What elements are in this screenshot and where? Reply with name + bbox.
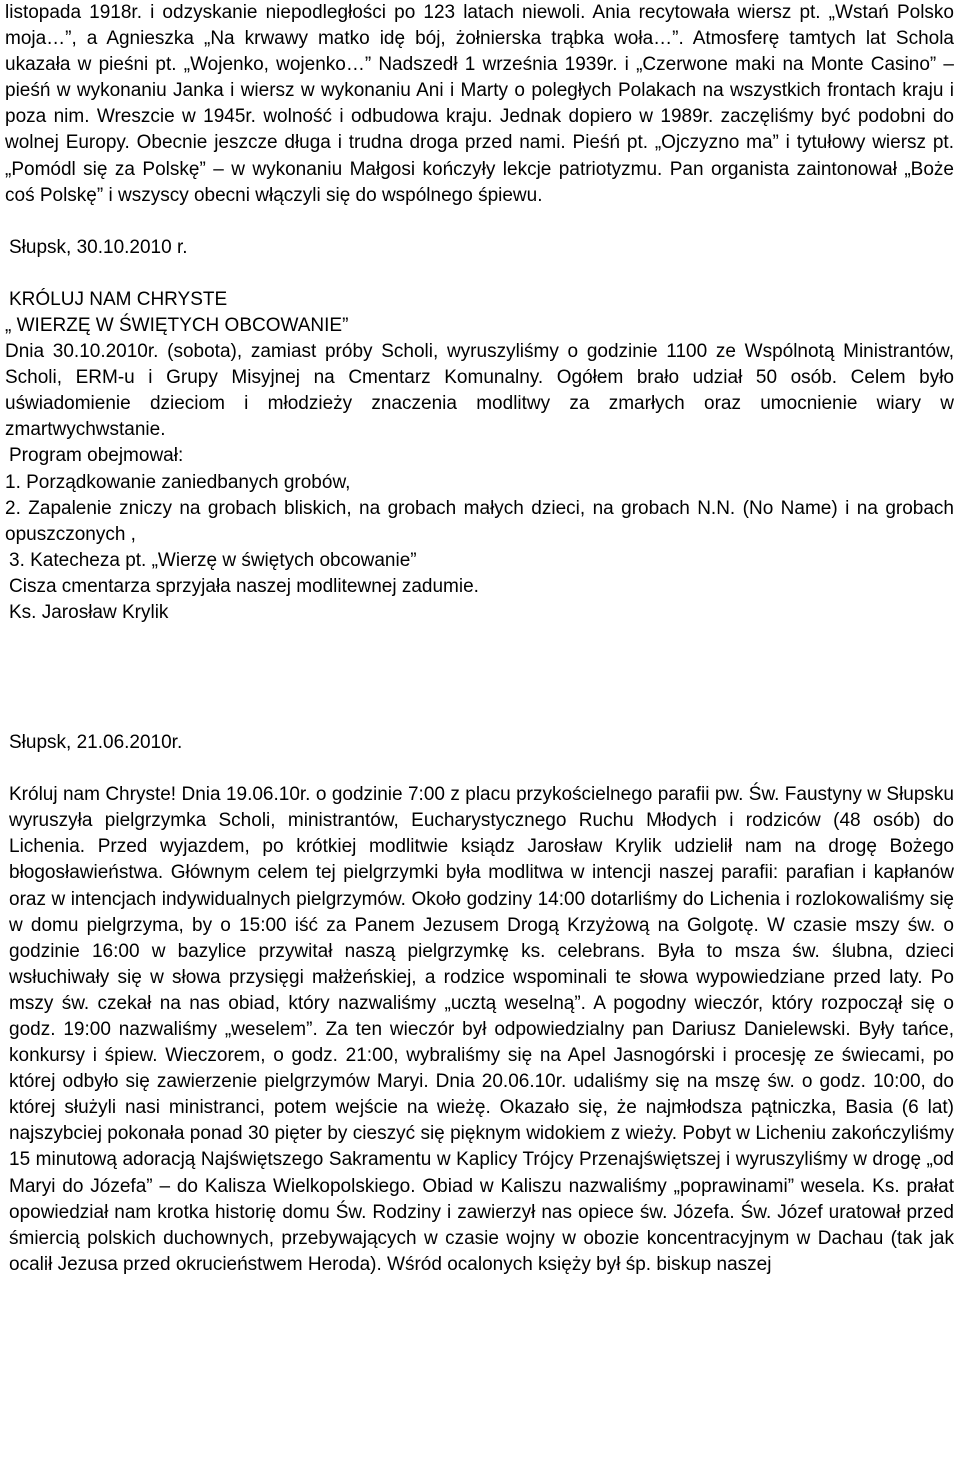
- spacer: [5, 261, 954, 287]
- spacer: [5, 209, 954, 235]
- program-label: Program obejmował:: [9, 445, 184, 467]
- section-subtitle: „ WIERZĘ W ŚWIĘTYCH OBCOWANIE”: [5, 314, 349, 336]
- patriotic-lesson-paragraph: listopada 1918r. i odzyskanie niepodległości po 123 latach niewoli. Ania recytowała wiersz pt. „Wstań Polsko moja…”, a Agnieszka „Na krwawy matko idę bój, żołnierska trąbka woła…”. Atmosferę tamtych lat Schola ukazała w pieśni pt. „Wojenko, wojenko…” Nadszedł 1 września 1939r. i „Czerwone maki na Monte Casino” – pieśń w wykonaniu Janka i wiersz w wykonaniu Ani i Marty o poległych Polakach na wszystkich frontach kraju i poza nim. Wreszcie w 1945r. wolność i odbudowa kraju. Jednak dopiero w 1989r. zaczęliśmy być podobni do wolnej Europy. Obecnie jeszcze długa i trudna droga przed nami. Pieśń pt. „Ojczyzno ma” i tytułowy wiersz pt. „Pomódl się za Polskę” – w wykonaniu Małgosi kończyły lekcje patriotyzmu. Pan organista zaintonował „Boże coś Polskę” i wszyscy obecni włączyli się do wspólnego śpiewu.: [5, 2, 954, 206]
- program-item-3: 3. Katecheza pt. „Wierzę w świętych obcowanie”: [9, 549, 417, 571]
- section-title: KRÓLUJ NAM CHRYSTE: [9, 288, 228, 310]
- place-date-1: Słupsk, 30.10.2010 r.: [9, 236, 188, 258]
- place-date-2: Słupsk, 21.06.2010r.: [9, 732, 183, 754]
- program-item-1: 1. Porządkowanie zaniedbanych grobów,: [5, 471, 351, 493]
- cemetery-paragraph: Dnia 30.10.2010r. (sobota), zamiast próby Scholi, wyruszyliśmy o godzinie 1100 ze Wspólnotą Ministrantów, Scholi, ERM-u i Grupy Misyjnej na Cmentarz Komunalny. Ogółem brało udział 50 osób. Celem było uświadomienie dzieciom i młodzieży znaczenia modlitwy za zmarłych oraz umocnienie wiary w zmartwychwstanie.: [5, 341, 954, 441]
- closing-line: Cisza cmentarza sprzyjała naszej modlitewnej zadumie.: [9, 575, 479, 597]
- spacer: [5, 626, 954, 730]
- signature: Ks. Jarosław Krylik: [9, 601, 169, 623]
- program-item-2: 2. Zapalenie zniczy na grobach bliskich, na grobach małych dzieci, na grobach N.N. (No Name) i na grobach opuszczonych ,: [5, 497, 954, 545]
- pilgrimage-paragraph: Króluj nam Chryste! Dnia 19.06.10r. o godzinie 7:00 z placu przykościelnego parafii pw. Św. Faustyny w Słupsku wyruszyła pielgrzymka Scholi, ministrantów, Eucharystycznego Ruchu Młodych i rodziców (48 osób) do Lichenia. Przed wyjazdem, po krótkiej modlitwie ksiądz Jarosław Krylik udzielił nam na drogę Bożego błogosławieństwa. Głównym celem tej pielgrzymki była modlitwa w intencji naszej parafii: parafian i kapłanów oraz w intencjach indywidualnych pielgrzymów. Około godziny 14:00 dotarliśmy do Lichenia i rozlokowaliśmy się w domu pielgrzyma, by o 15:00 iść za Panem Jezusem Drogą Krzyżową na Golgotę. W czasie mszy św. o godzinie 16:00 w bazylice przywitał naszą pielgrzymkę ks. celebrans. Była to msza św. ślubna, dzieci wsłuchiwały się w słowa przysięgi małżeńskiej, a rodzice wspominali te słowa wypowiedziane przed laty. Po mszy św. czekał na nas obiad, który nazwaliśmy „ucztą weselną”. A pogodny wieczór, który rozpoczął się o godz. 19:00 nazwaliśmy „weselem”. Za ten wieczór był odpowiedzialny pan Dariusz Danielewski. Były tańce, konkursy i śpiew. Wieczorem, o godz. 21:00, wybraliśmy się na Apel Jasnogórski i procesję ze świecami, po której odbyło się zawierzenie pielgrzymów Maryi. Dnia 20.06.10r. udaliśmy się na mszę św. o godz. 10:00, do której służyli nasi ministranci, potem wejście na wieżę. Okazało się, że najmłodsza pątniczka, Basia (6 lat) najszybciej pokonała ponad 30 pięter by cieszyć się pięknym widokiem z wieży. Pobyt w Licheniu zakończyliśmy 15 minutową adoracją Najświętszego Sakramentu w Kaplicy Trójcy Przenajświętszej i wyruszyliśmy w drogę „od Maryi do Józefa” – do Kalisza Wielkopolskiego. Obiad w Kaliszu nazwaliśmy „poprawinami” wesela. Ks. prałat opowiedział nam krotka historię domu Św. Rodziny i zawierzył nas opiece św. Józefa. Św. Józef uratował przed śmiercią polskich duchownych, przebywających w czasie wojny w obozie koncentracyjnym w Dachau (tak jak ocalił Jezusa przed okrucieństwem Heroda). Wśród ocalonych księży był śp. biskup naszej: [9, 784, 954, 1275]
- spacer: [5, 756, 954, 782]
